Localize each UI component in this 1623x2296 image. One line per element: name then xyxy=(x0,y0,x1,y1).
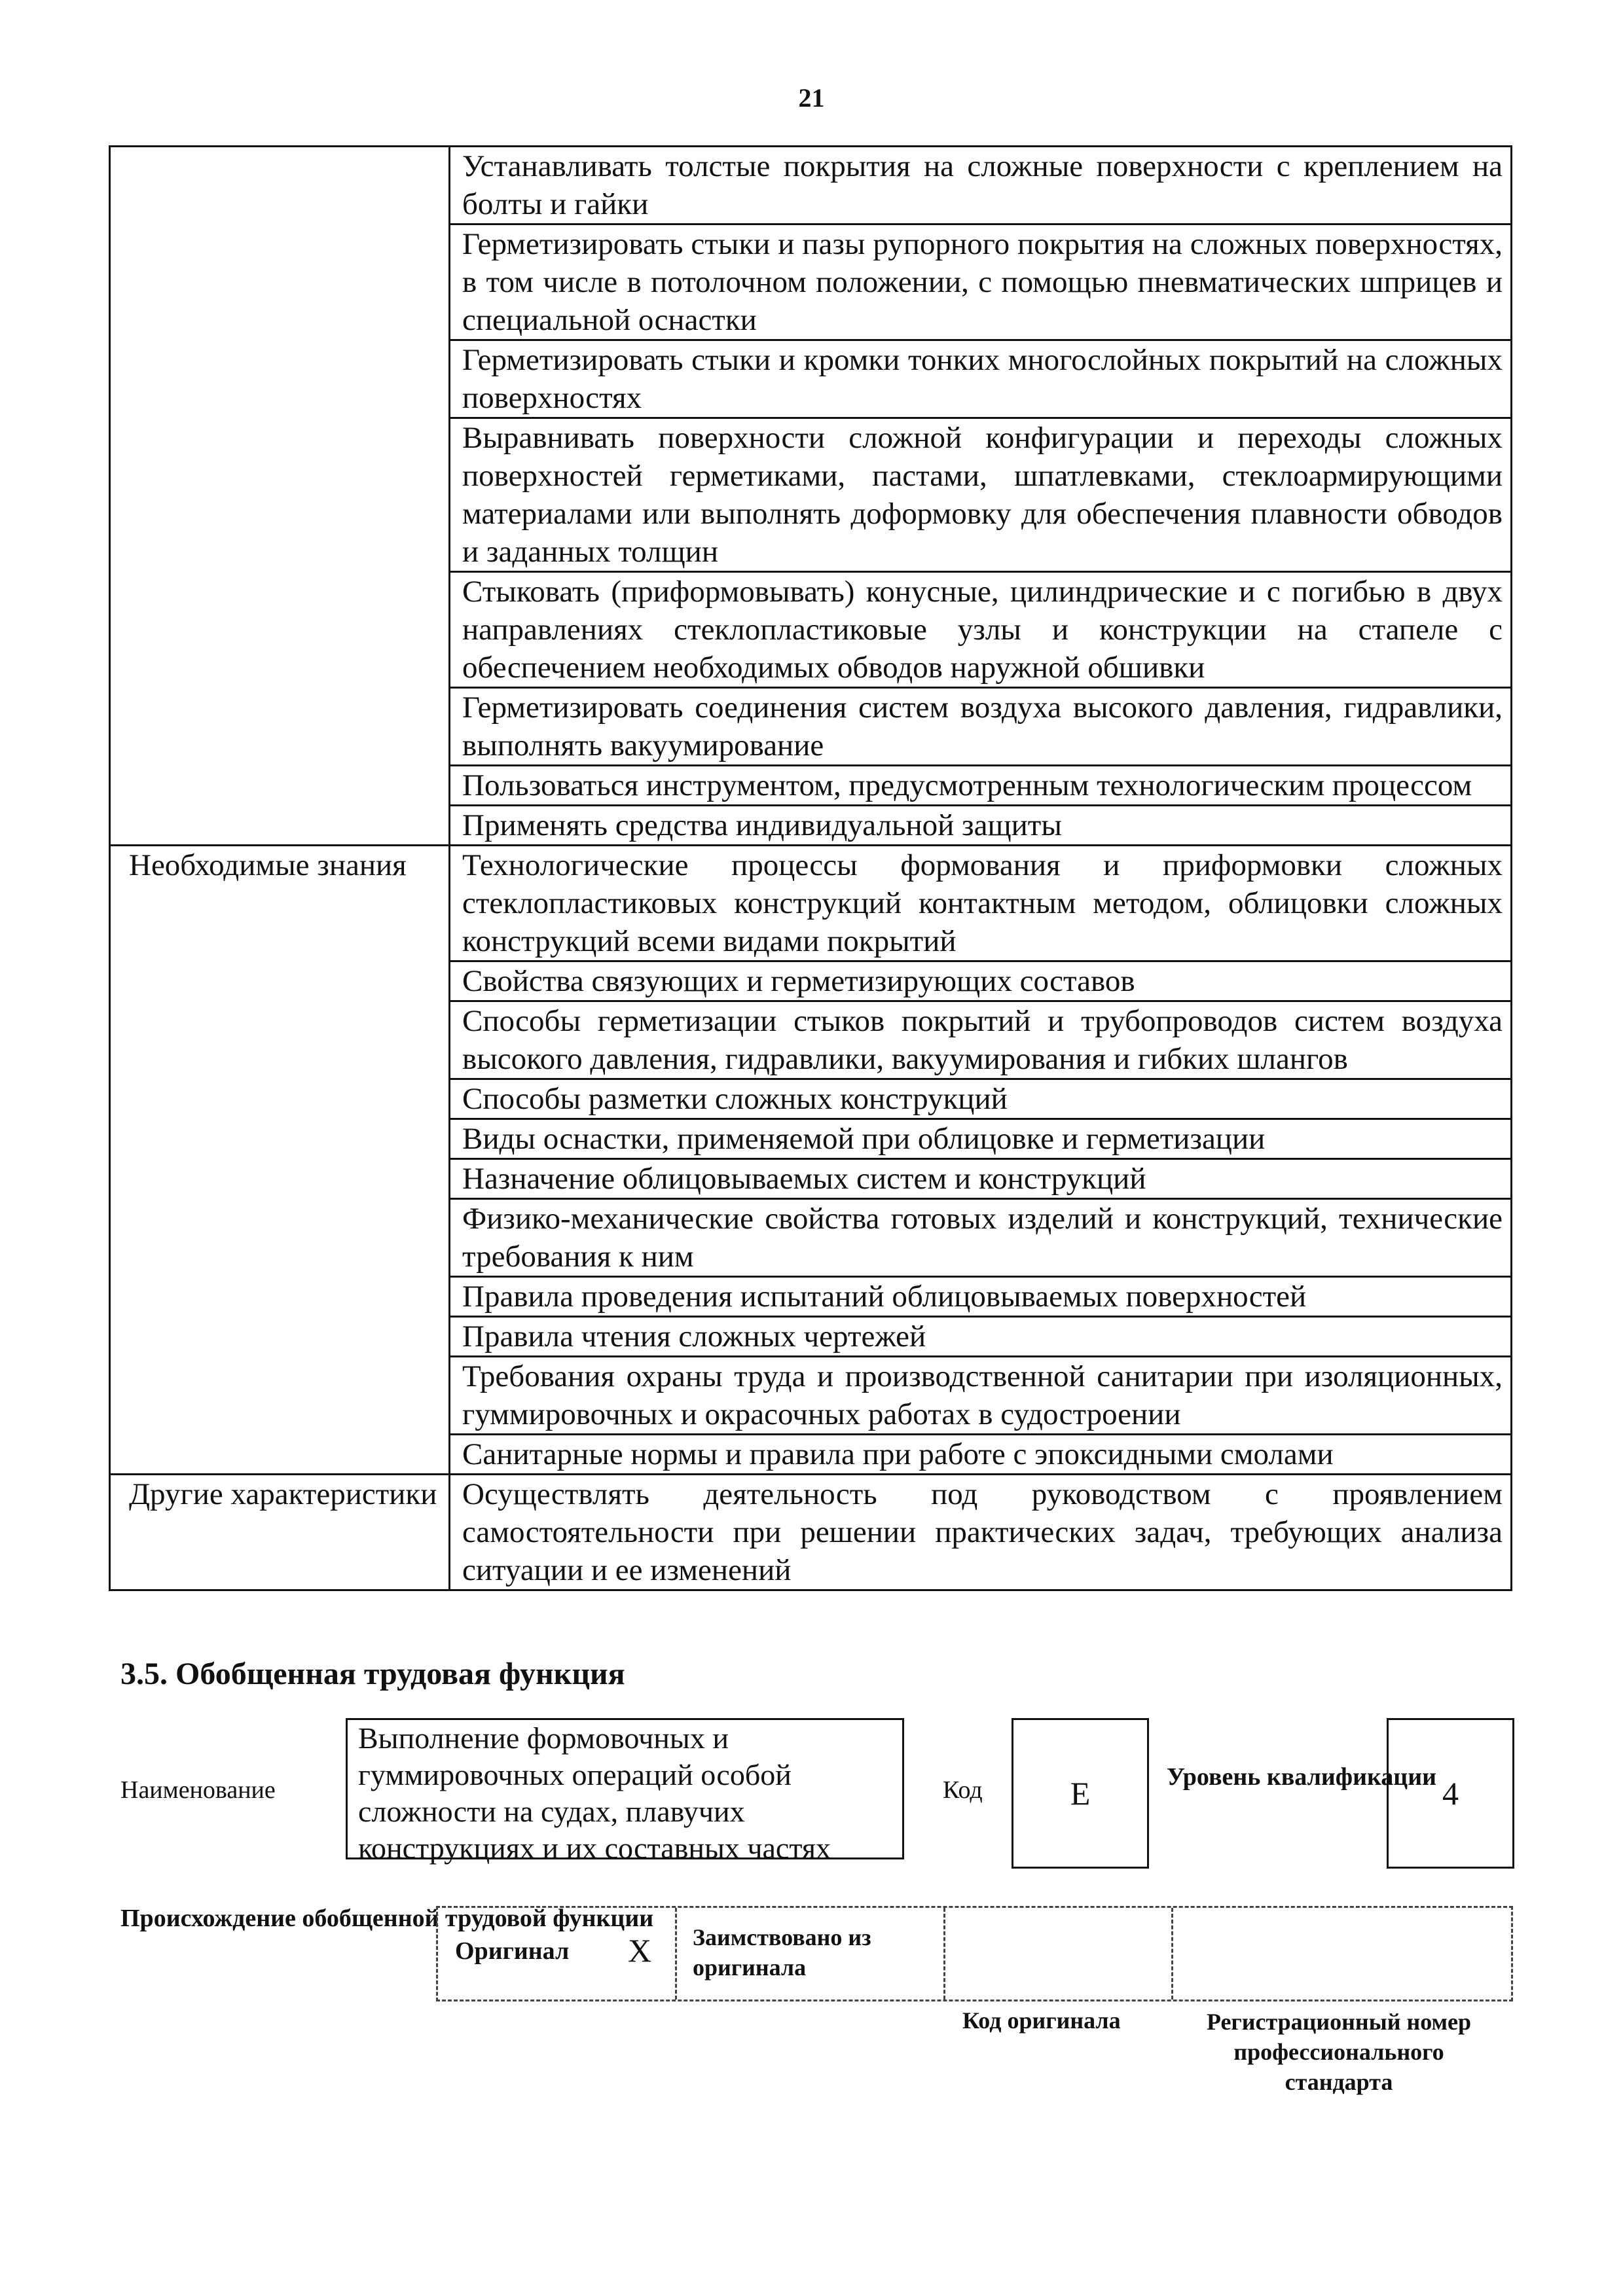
skill-item: Герметизировать стыки и кромки тонких многослойных покрытий на сложных поверхностях xyxy=(450,340,1512,418)
knowledge-item: Требования охраны труда и производственной санитарии при изоляционных, гуммировочных и окрасочных работах в судостроении xyxy=(450,1357,1512,1435)
original-code-cell xyxy=(945,1908,1173,2000)
knowledge-item: Назначение облицовываемых систем и конструкций xyxy=(450,1159,1512,1199)
registration-number-caption: Регистрационный номер профессионального стандарта xyxy=(1206,2009,1472,2095)
original-label: Оригинал xyxy=(455,1937,570,1965)
original-cell xyxy=(438,1908,677,2000)
code-box: E xyxy=(1012,1718,1149,1869)
knowledge-item: Виды оснастки, применяемой при облицовке и герметизации xyxy=(450,1119,1512,1159)
skill-item: Стыковать (приформовывать) конусные, цилиндрические и с погибью в двух направлениях стеклопластиковые узлы и конструкции на стапеле с обеспечением необходимых обводов наружной обшивки xyxy=(450,572,1512,688)
other-characteristics-text: Осуществлять деятельность под руководством с проявлением самостоятельности при решении практических задач, требующих анализа ситуации и ее изменений xyxy=(450,1475,1512,1590)
skill-item: Устанавливать толстые покрытия на сложные поверхности с креплением на болты и гайки xyxy=(450,147,1512,224)
knowledge-item: Санитарные нормы и правила при работе с эпоксидными смолами xyxy=(450,1435,1512,1475)
knowledge-item: Правила чтения сложных чертежей xyxy=(450,1317,1512,1357)
function-name-box: Выполнение формовочных и гуммировочных операций особой сложности на судах, плавучих конструкциях и их составных частях xyxy=(346,1718,904,1859)
qualification-level-box: 4 xyxy=(1387,1718,1514,1869)
section-title: 3.5. Обобщенная трудовая функция xyxy=(120,1657,625,1691)
table-row xyxy=(110,147,1512,224)
original-mark: X xyxy=(628,1932,652,1969)
knowledge-label: Необходимые знания xyxy=(110,846,450,1475)
origin-row xyxy=(436,1906,1513,2001)
origin-label: Происхождение обобщенной трудовой функции xyxy=(120,1905,654,1932)
borrowed-label: Заимствовано из оригинала xyxy=(693,1924,871,1981)
knowledge-item: Свойства связующих и герметизирующих составов xyxy=(450,961,1512,1001)
qualification-level-label: Уровень квалификации xyxy=(1167,1763,1436,1791)
name-label: Наименование xyxy=(120,1776,276,1804)
skill-item: Герметизировать стыки и пазы рупорного покрытия на сложных поверхностях, в том числе в потолочном положении, с помощью пневматических шприцев и специальной оснастки xyxy=(450,224,1512,340)
knowledge-item: Технологические процессы формования и приформовки сложных стеклопластиковых конструкций контактным методом, облицовки сложных конструкций всеми видами покрытий xyxy=(450,846,1512,961)
borrowed-cell xyxy=(677,1908,945,2000)
knowledge-item: Способы разметки сложных конструкций xyxy=(450,1079,1512,1119)
registration-number-cell xyxy=(1173,1908,1511,2000)
skills-label-cell xyxy=(110,147,450,846)
skill-item: Выравнивать поверхности сложной конфигурации и переходы сложных поверхностей герметиками, пастами, шпатлевками, стеклоармирующими материалами или выполнять доформовку для обеспечения плавности обводов и заданных толщин xyxy=(450,418,1512,572)
knowledge-item: Способы герметизации стыков покрытий и трубопроводов систем воздуха высокого давления, гидравлики, вакуумирования и гибких шлангов xyxy=(450,1001,1512,1079)
competency-table xyxy=(109,145,1512,1591)
skill-item: Герметизировать соединения систем воздуха высокого давления, гидравлики, выполнять вакуумирование xyxy=(450,688,1512,766)
skill-item: Применять средства индивидуальной защиты xyxy=(450,806,1512,846)
knowledge-item: Физико-механические свойства готовых изделий и конструкций, технические требования к ним xyxy=(450,1199,1512,1277)
page-number: 21 xyxy=(798,83,825,113)
original-code-caption: Код оригинала xyxy=(962,2007,1121,2034)
code-label: Код xyxy=(943,1776,983,1804)
knowledge-item: Правила проведения испытаний облицовываемых поверхностей xyxy=(450,1277,1512,1317)
skill-item: Пользоваться инструментом, предусмотренным технологическим процессом xyxy=(450,766,1512,806)
table-row xyxy=(110,846,1512,961)
other-characteristics-label: Другие характеристики xyxy=(110,1475,450,1590)
table-row xyxy=(110,1475,1512,1590)
